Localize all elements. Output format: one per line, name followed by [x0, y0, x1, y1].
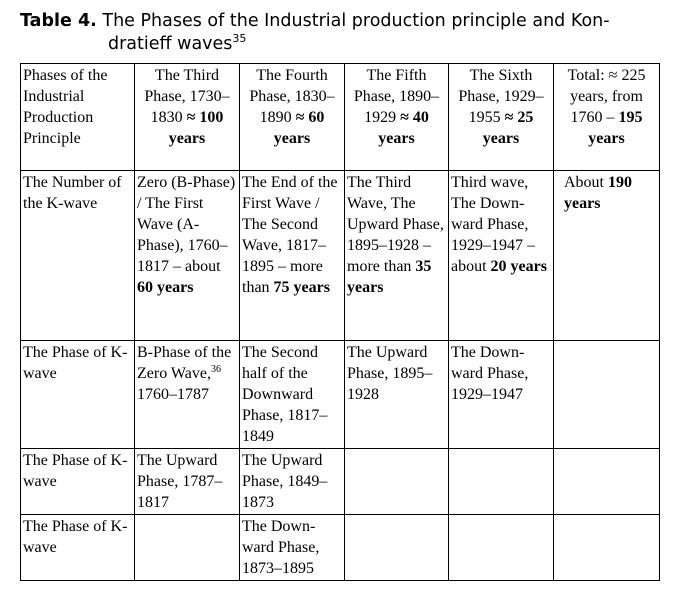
row3-label-text: The Phase of K-wave	[23, 452, 128, 490]
row1-c6-text: About	[564, 174, 604, 191]
row-label-kwave-number	[21, 171, 135, 341]
cell-kwave-number-fifth	[345, 171, 449, 341]
cell-phase2-fifth	[345, 449, 449, 515]
row1-c6-bold: 190 years	[564, 174, 632, 212]
cell-phase1-sixth	[449, 341, 554, 449]
table-row-kwave-phase-1	[21, 341, 660, 449]
cell-kwave-number-third	[135, 171, 240, 341]
table-label: Table 4.	[20, 11, 97, 31]
cell-kwave-number-fourth	[240, 171, 345, 341]
row2-label-text: The Phase of K-wave	[23, 344, 128, 382]
table-caption	[20, 10, 670, 56]
phases-table	[20, 63, 660, 581]
cell-phase2-fourth	[240, 449, 345, 515]
row1-label-text: The Number of the K-wave	[23, 174, 122, 212]
row2-c4-text: The Upward Phase, 1895–1928	[347, 344, 433, 403]
header-fourth-phase-text: The Fourth Phase, 1830–1890	[249, 67, 335, 126]
row1-c4-bold-years: years	[347, 279, 384, 296]
row2-c2-years: 1760–1787	[137, 386, 209, 403]
row4-label-text: The Phase of K-wave	[23, 518, 128, 556]
row-label-kwave-phase-1	[21, 341, 135, 449]
row1-c4-text: The Third Wave, The Upward Phase, 1895–1928 – more than	[347, 174, 444, 275]
row-label-kwave-phase-3	[21, 515, 135, 581]
row3-c3-text: The Upward Phase, 1849–1873	[242, 452, 328, 511]
caption-footnote-ref: 35	[232, 32, 247, 45]
cell-phase1-fifth	[345, 341, 449, 449]
row2-c2-footnote-ref: 36	[210, 364, 221, 375]
cell-phase2-total	[554, 449, 660, 515]
cell-phase2-third	[135, 449, 240, 515]
row1-c3-text: The End of the First Wave / The Second Wave, 1817–1895 – more than	[242, 174, 338, 296]
header-cell-third-phase	[135, 64, 240, 171]
header-phases-label: Phases of the Industrial Production Principle	[23, 67, 108, 147]
cell-phase1-total	[554, 341, 660, 449]
row1-c2-bold: 60 years	[137, 279, 194, 296]
header-cell-phases	[21, 64, 135, 171]
row1-c3-bold: 75 years	[273, 279, 330, 296]
header-sixth-phase-years: ≈ 25 years	[482, 109, 534, 147]
row-label-kwave-phase-2	[21, 449, 135, 515]
cell-phase1-third	[135, 341, 240, 449]
cell-kwave-number-total	[554, 171, 660, 341]
header-fifth-phase-text: The Fifth Phase, 1890–1929	[353, 67, 440, 126]
row1-c2-text: Zero (B-Phase) / The First Wave (A-Phase), 1760–1817 – about	[137, 174, 236, 275]
header-total-years: 195 years	[588, 109, 643, 147]
header-third-phase-text: The Third Phase, 1730–1830	[144, 67, 230, 126]
row1-c5-bold: 20 years	[490, 258, 547, 275]
row2-c3-text: The Second half of the Downward Phase, 1817–1849	[242, 344, 328, 445]
row4-c3-text: The Down-ward Phase, 1873–1895	[242, 518, 320, 577]
cell-kwave-number-sixth	[449, 171, 554, 341]
table-row-kwave-phase-3	[21, 515, 660, 581]
table-row-kwave-number	[21, 171, 660, 341]
cell-phase3-third	[135, 515, 240, 581]
header-sixth-phase-text: The Sixth Phase, 1929–1955	[458, 67, 544, 126]
header-cell-fourth-phase	[240, 64, 345, 171]
header-cell-sixth-phase	[449, 64, 554, 171]
cell-phase3-fourth	[240, 515, 345, 581]
row1-c5-text: Third wave, The Down-ward Phase, 1929–1947 – about	[451, 174, 535, 275]
row3-c2-text: The Upward Phase, 1787–1817	[137, 452, 223, 511]
cell-phase3-fifth	[345, 515, 449, 581]
table-header-row	[21, 64, 660, 171]
header-third-phase-years: ≈ 100 years	[168, 109, 224, 147]
cell-phase2-sixth	[449, 449, 554, 515]
row1-c4-bold-number: 35	[415, 258, 432, 275]
cell-phase1-fourth	[240, 341, 345, 449]
header-cell-total	[554, 64, 660, 171]
cell-phase3-sixth	[449, 515, 554, 581]
caption-title-part2: dratieff waves	[108, 34, 233, 54]
row2-c2-text: B-Phase of the Zero Wave,	[137, 344, 232, 382]
cell-phase3-total	[554, 515, 660, 581]
caption-title-part1: The Phases of the Industrial production principle and Kon-	[102, 11, 610, 31]
header-fifth-phase-years: ≈ 40 years	[378, 109, 429, 147]
table-row-kwave-phase-2	[21, 449, 660, 515]
header-total-text: Total: ≈ 225 years, from 1760 –	[567, 67, 646, 126]
row2-c5-text: The Down-ward Phase, 1929–1947	[451, 344, 529, 403]
header-cell-fifth-phase	[345, 64, 449, 171]
header-fourth-phase-years: ≈ 60 years	[273, 109, 325, 147]
